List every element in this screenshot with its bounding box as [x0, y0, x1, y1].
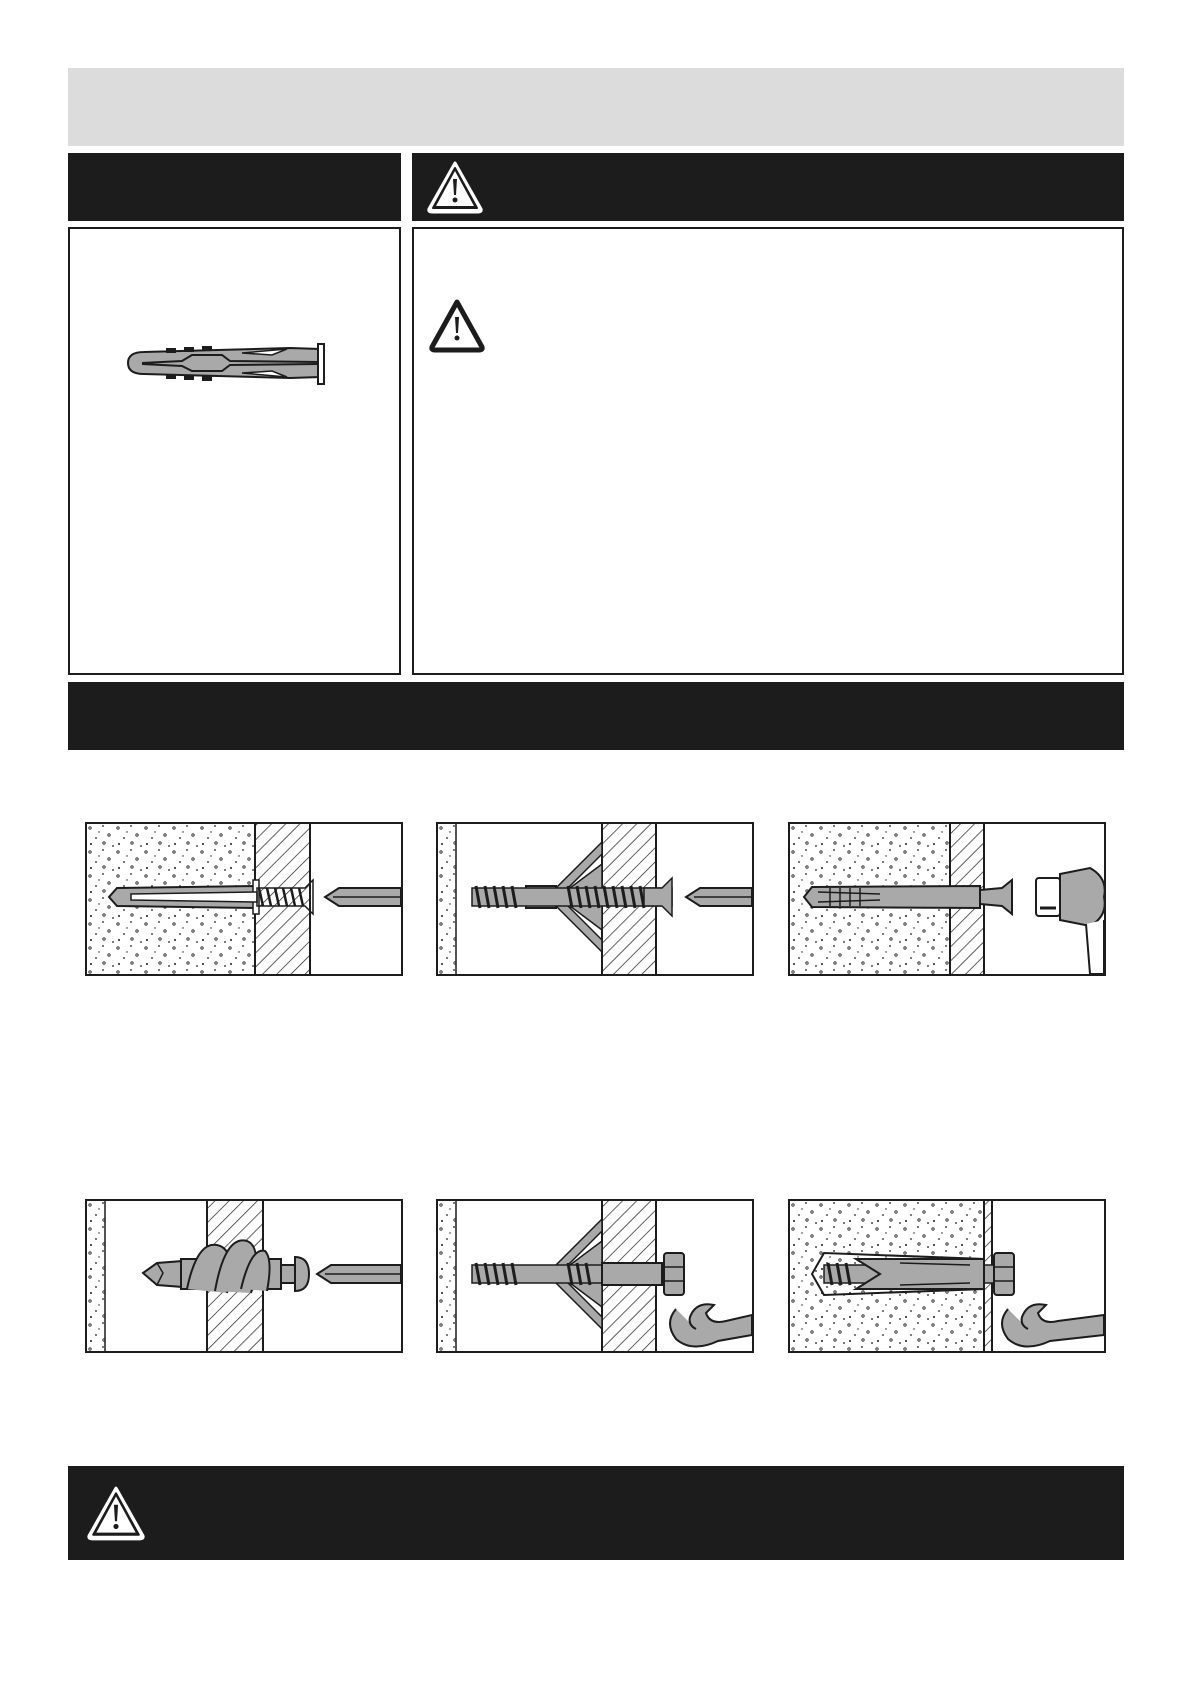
plug-in-masonry-figure: [85, 822, 403, 976]
warning-triangle-icon: [86, 1484, 146, 1547]
warning-triangle-icon: [426, 159, 484, 220]
cavity-anchor-bolt-figure: [436, 1199, 754, 1353]
self-drill-plasterboard-figure: [85, 1199, 403, 1353]
warning-panel: [412, 227, 1124, 675]
fixings-title-bar: [68, 153, 401, 221]
cavity-anchor-screw-figure: [436, 822, 754, 976]
header-bar: [68, 68, 1124, 146]
warning-title-bar: [412, 153, 1124, 221]
bottom-warning-bar: [68, 1466, 1124, 1560]
installation-title: [68, 703, 84, 728]
warning-triangle-icon: [428, 297, 486, 358]
hammer-fixing-figure: [788, 822, 1106, 976]
shield-anchor-figure: [788, 1199, 1106, 1353]
wall-plug-icon: [122, 341, 338, 396]
installation-title-bar: [68, 682, 1124, 750]
fixings-title: [68, 174, 84, 199]
fixings-panel: [68, 227, 401, 675]
